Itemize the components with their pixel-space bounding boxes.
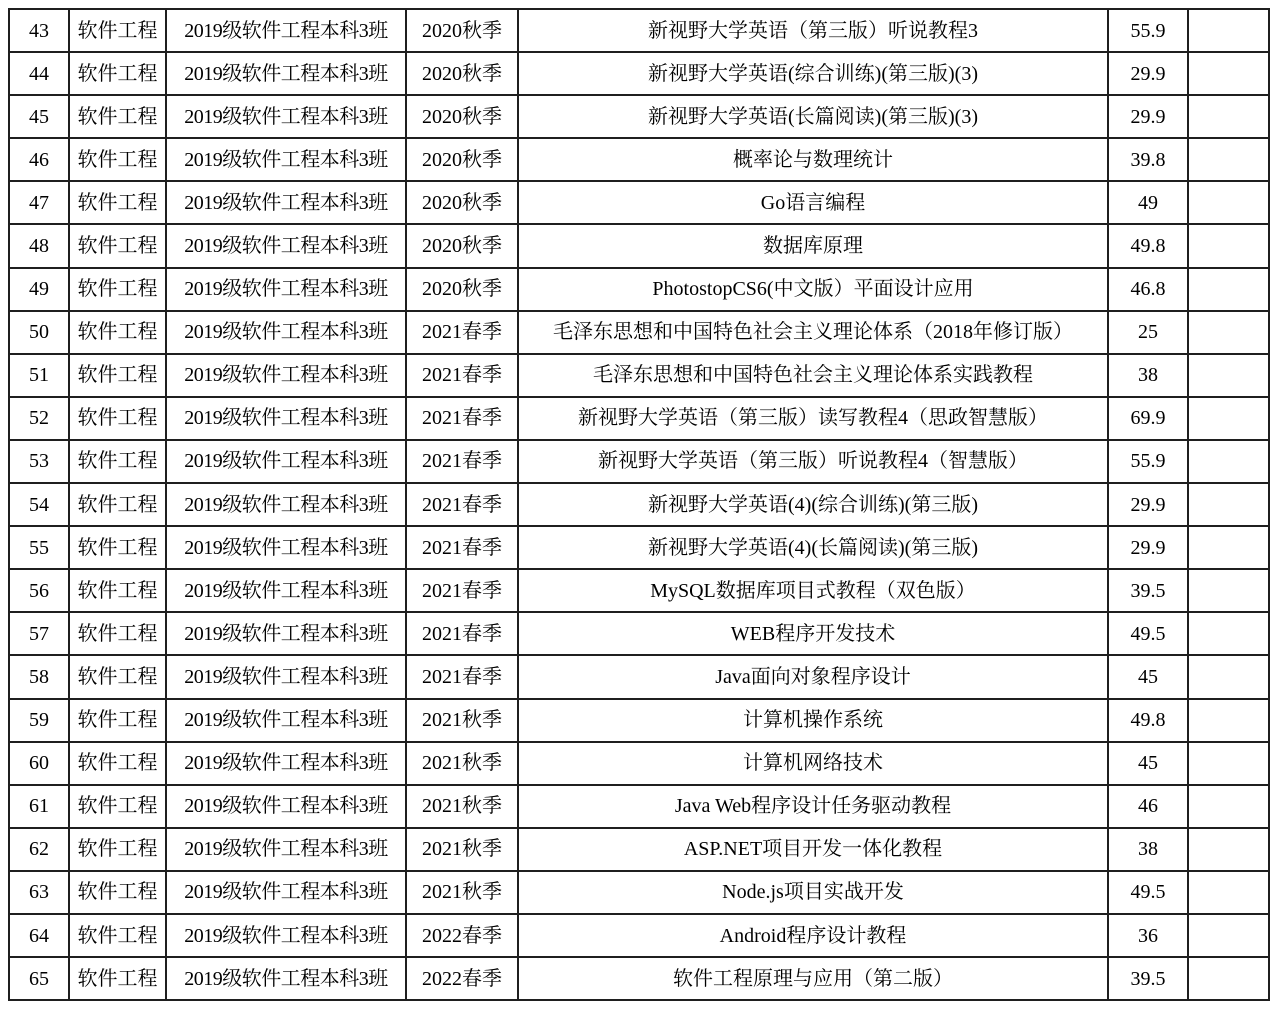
textbook-table bbox=[8, 8, 1270, 1001]
title-cell: 数据库原理 bbox=[518, 224, 1108, 267]
major-cell: 软件工程 bbox=[69, 914, 166, 957]
semester-cell: 2021春季 bbox=[406, 483, 518, 526]
class-cell: 2019级软件工程本科3班 bbox=[166, 354, 406, 397]
seq-cell: 51 bbox=[9, 354, 69, 397]
class-cell: 2019级软件工程本科3班 bbox=[166, 95, 406, 138]
class-cell: 2019级软件工程本科3班 bbox=[166, 440, 406, 483]
note-cell bbox=[1188, 9, 1269, 52]
title-cell: 毛泽东思想和中国特色社会主义理论体系（2018年修订版） bbox=[518, 311, 1108, 354]
class-cell: 2019级软件工程本科3班 bbox=[166, 828, 406, 871]
textbook-table-body bbox=[9, 9, 1269, 1000]
price-cell: 29.9 bbox=[1108, 52, 1188, 95]
note-cell bbox=[1188, 138, 1269, 181]
title-cell: 新视野大学英语（第三版）听说教程3 bbox=[518, 9, 1108, 52]
semester-cell: 2021春季 bbox=[406, 311, 518, 354]
seq-cell: 62 bbox=[9, 828, 69, 871]
note-cell bbox=[1188, 397, 1269, 440]
title-cell: 计算机网络技术 bbox=[518, 742, 1108, 785]
seq-cell: 58 bbox=[9, 655, 69, 698]
title-cell: 毛泽东思想和中国特色社会主义理论体系实践教程 bbox=[518, 354, 1108, 397]
note-cell bbox=[1188, 181, 1269, 224]
class-cell: 2019级软件工程本科3班 bbox=[166, 9, 406, 52]
major-cell: 软件工程 bbox=[69, 742, 166, 785]
price-cell: 39.5 bbox=[1108, 569, 1188, 612]
major-cell: 软件工程 bbox=[69, 957, 166, 1000]
seq-cell: 54 bbox=[9, 483, 69, 526]
semester-cell: 2021春季 bbox=[406, 526, 518, 569]
price-cell: 29.9 bbox=[1108, 483, 1188, 526]
major-cell: 软件工程 bbox=[69, 785, 166, 828]
seq-cell: 53 bbox=[9, 440, 69, 483]
price-cell: 49 bbox=[1108, 181, 1188, 224]
seq-cell: 60 bbox=[9, 742, 69, 785]
major-cell: 软件工程 bbox=[69, 699, 166, 742]
price-cell: 49.8 bbox=[1108, 224, 1188, 267]
price-cell: 25 bbox=[1108, 311, 1188, 354]
major-cell: 软件工程 bbox=[69, 440, 166, 483]
price-cell: 49.5 bbox=[1108, 612, 1188, 655]
semester-cell: 2021秋季 bbox=[406, 828, 518, 871]
seq-cell: 48 bbox=[9, 224, 69, 267]
class-cell: 2019级软件工程本科3班 bbox=[166, 655, 406, 698]
table-row bbox=[9, 397, 1269, 440]
semester-cell: 2020秋季 bbox=[406, 138, 518, 181]
title-cell: 新视野大学英语（第三版）读写教程4（思政智慧版） bbox=[518, 397, 1108, 440]
note-cell bbox=[1188, 612, 1269, 655]
semester-cell: 2021春季 bbox=[406, 569, 518, 612]
note-cell bbox=[1188, 354, 1269, 397]
class-cell: 2019级软件工程本科3班 bbox=[166, 957, 406, 1000]
price-cell: 29.9 bbox=[1108, 95, 1188, 138]
semester-cell: 2020秋季 bbox=[406, 52, 518, 95]
semester-cell: 2020秋季 bbox=[406, 224, 518, 267]
note-cell bbox=[1188, 440, 1269, 483]
semester-cell: 2021秋季 bbox=[406, 785, 518, 828]
title-cell: 新视野大学英语(综合训练)(第三版)(3) bbox=[518, 52, 1108, 95]
seq-cell: 55 bbox=[9, 526, 69, 569]
class-cell: 2019级软件工程本科3班 bbox=[166, 181, 406, 224]
table-row bbox=[9, 9, 1269, 52]
seq-cell: 59 bbox=[9, 699, 69, 742]
table-row bbox=[9, 483, 1269, 526]
major-cell: 软件工程 bbox=[69, 828, 166, 871]
price-cell: 29.9 bbox=[1108, 526, 1188, 569]
note-cell bbox=[1188, 483, 1269, 526]
class-cell: 2019级软件工程本科3班 bbox=[166, 483, 406, 526]
semester-cell: 2021春季 bbox=[406, 397, 518, 440]
semester-cell: 2020秋季 bbox=[406, 95, 518, 138]
note-cell bbox=[1188, 95, 1269, 138]
title-cell: Go语言编程 bbox=[518, 181, 1108, 224]
semester-cell: 2021春季 bbox=[406, 440, 518, 483]
title-cell: PhotostopCS6(中文版）平面设计应用 bbox=[518, 268, 1108, 311]
semester-cell: 2022春季 bbox=[406, 957, 518, 1000]
price-cell: 45 bbox=[1108, 655, 1188, 698]
note-cell bbox=[1188, 655, 1269, 698]
semester-cell: 2021春季 bbox=[406, 612, 518, 655]
note-cell bbox=[1188, 957, 1269, 1000]
major-cell: 软件工程 bbox=[69, 311, 166, 354]
semester-cell: 2021秋季 bbox=[406, 871, 518, 914]
class-cell: 2019级软件工程本科3班 bbox=[166, 138, 406, 181]
class-cell: 2019级软件工程本科3班 bbox=[166, 52, 406, 95]
class-cell: 2019级软件工程本科3班 bbox=[166, 268, 406, 311]
table-row bbox=[9, 742, 1269, 785]
table-row bbox=[9, 311, 1269, 354]
major-cell: 软件工程 bbox=[69, 181, 166, 224]
note-cell bbox=[1188, 785, 1269, 828]
table-row bbox=[9, 785, 1269, 828]
table-row bbox=[9, 181, 1269, 224]
table-row bbox=[9, 914, 1269, 957]
major-cell: 软件工程 bbox=[69, 138, 166, 181]
seq-cell: 65 bbox=[9, 957, 69, 1000]
table-row bbox=[9, 655, 1269, 698]
seq-cell: 49 bbox=[9, 268, 69, 311]
title-cell: 概率论与数理统计 bbox=[518, 138, 1108, 181]
seq-cell: 63 bbox=[9, 871, 69, 914]
title-cell: 计算机操作系统 bbox=[518, 699, 1108, 742]
class-cell: 2019级软件工程本科3班 bbox=[166, 311, 406, 354]
table-row bbox=[9, 569, 1269, 612]
note-cell bbox=[1188, 52, 1269, 95]
title-cell: WEB程序开发技术 bbox=[518, 612, 1108, 655]
seq-cell: 44 bbox=[9, 52, 69, 95]
class-cell: 2019级软件工程本科3班 bbox=[166, 742, 406, 785]
class-cell: 2019级软件工程本科3班 bbox=[166, 397, 406, 440]
price-cell: 55.9 bbox=[1108, 440, 1188, 483]
table-row bbox=[9, 138, 1269, 181]
class-cell: 2019级软件工程本科3班 bbox=[166, 612, 406, 655]
seq-cell: 47 bbox=[9, 181, 69, 224]
class-cell: 2019级软件工程本科3班 bbox=[166, 914, 406, 957]
major-cell: 软件工程 bbox=[69, 483, 166, 526]
major-cell: 软件工程 bbox=[69, 871, 166, 914]
title-cell: ASP.NET项目开发一体化教程 bbox=[518, 828, 1108, 871]
price-cell: 46.8 bbox=[1108, 268, 1188, 311]
seq-cell: 52 bbox=[9, 397, 69, 440]
table-row bbox=[9, 440, 1269, 483]
note-cell bbox=[1188, 914, 1269, 957]
note-cell bbox=[1188, 699, 1269, 742]
price-cell: 39.8 bbox=[1108, 138, 1188, 181]
table-row bbox=[9, 52, 1269, 95]
semester-cell: 2021秋季 bbox=[406, 742, 518, 785]
table-row bbox=[9, 95, 1269, 138]
title-cell: Android程序设计教程 bbox=[518, 914, 1108, 957]
price-cell: 49.5 bbox=[1108, 871, 1188, 914]
title-cell: 新视野大学英语(4)(综合训练)(第三版) bbox=[518, 483, 1108, 526]
title-cell: Node.js项目实战开发 bbox=[518, 871, 1108, 914]
semester-cell: 2021春季 bbox=[406, 655, 518, 698]
seq-cell: 57 bbox=[9, 612, 69, 655]
title-cell: Java面向对象程序设计 bbox=[518, 655, 1108, 698]
table-row bbox=[9, 699, 1269, 742]
note-cell bbox=[1188, 871, 1269, 914]
price-cell: 69.9 bbox=[1108, 397, 1188, 440]
price-cell: 49.8 bbox=[1108, 699, 1188, 742]
table-row bbox=[9, 871, 1269, 914]
title-cell: 新视野大学英语(4)(长篇阅读)(第三版) bbox=[518, 526, 1108, 569]
seq-cell: 50 bbox=[9, 311, 69, 354]
table-row bbox=[9, 224, 1269, 267]
class-cell: 2019级软件工程本科3班 bbox=[166, 699, 406, 742]
price-cell: 38 bbox=[1108, 354, 1188, 397]
note-cell bbox=[1188, 828, 1269, 871]
semester-cell: 2021春季 bbox=[406, 354, 518, 397]
class-cell: 2019级软件工程本科3班 bbox=[166, 785, 406, 828]
major-cell: 软件工程 bbox=[69, 655, 166, 698]
price-cell: 46 bbox=[1108, 785, 1188, 828]
semester-cell: 2020秋季 bbox=[406, 268, 518, 311]
price-cell: 38 bbox=[1108, 828, 1188, 871]
major-cell: 软件工程 bbox=[69, 52, 166, 95]
seq-cell: 61 bbox=[9, 785, 69, 828]
semester-cell: 2022春季 bbox=[406, 914, 518, 957]
seq-cell: 46 bbox=[9, 138, 69, 181]
title-cell: 新视野大学英语（第三版）听说教程4（智慧版） bbox=[518, 440, 1108, 483]
price-cell: 36 bbox=[1108, 914, 1188, 957]
note-cell bbox=[1188, 526, 1269, 569]
title-cell: 软件工程原理与应用（第二版） bbox=[518, 957, 1108, 1000]
note-cell bbox=[1188, 311, 1269, 354]
seq-cell: 56 bbox=[9, 569, 69, 612]
major-cell: 软件工程 bbox=[69, 95, 166, 138]
major-cell: 软件工程 bbox=[69, 354, 166, 397]
table-row bbox=[9, 268, 1269, 311]
table-row bbox=[9, 612, 1269, 655]
semester-cell: 2020秋季 bbox=[406, 181, 518, 224]
note-cell bbox=[1188, 742, 1269, 785]
class-cell: 2019级软件工程本科3班 bbox=[166, 871, 406, 914]
major-cell: 软件工程 bbox=[69, 268, 166, 311]
title-cell: MySQL数据库项目式教程（双色版） bbox=[518, 569, 1108, 612]
title-cell: 新视野大学英语(长篇阅读)(第三版)(3) bbox=[518, 95, 1108, 138]
major-cell: 软件工程 bbox=[69, 569, 166, 612]
semester-cell: 2021秋季 bbox=[406, 699, 518, 742]
table-row bbox=[9, 957, 1269, 1000]
major-cell: 软件工程 bbox=[69, 9, 166, 52]
major-cell: 软件工程 bbox=[69, 397, 166, 440]
table-row bbox=[9, 526, 1269, 569]
table-row bbox=[9, 354, 1269, 397]
seq-cell: 43 bbox=[9, 9, 69, 52]
title-cell: Java Web程序设计任务驱动教程 bbox=[518, 785, 1108, 828]
major-cell: 软件工程 bbox=[69, 526, 166, 569]
class-cell: 2019级软件工程本科3班 bbox=[166, 526, 406, 569]
seq-cell: 64 bbox=[9, 914, 69, 957]
class-cell: 2019级软件工程本科3班 bbox=[166, 569, 406, 612]
price-cell: 39.5 bbox=[1108, 957, 1188, 1000]
price-cell: 45 bbox=[1108, 742, 1188, 785]
class-cell: 2019级软件工程本科3班 bbox=[166, 224, 406, 267]
table-row bbox=[9, 828, 1269, 871]
major-cell: 软件工程 bbox=[69, 224, 166, 267]
seq-cell: 45 bbox=[9, 95, 69, 138]
major-cell: 软件工程 bbox=[69, 612, 166, 655]
price-cell: 55.9 bbox=[1108, 9, 1188, 52]
note-cell bbox=[1188, 268, 1269, 311]
note-cell bbox=[1188, 224, 1269, 267]
semester-cell: 2020秋季 bbox=[406, 9, 518, 52]
note-cell bbox=[1188, 569, 1269, 612]
